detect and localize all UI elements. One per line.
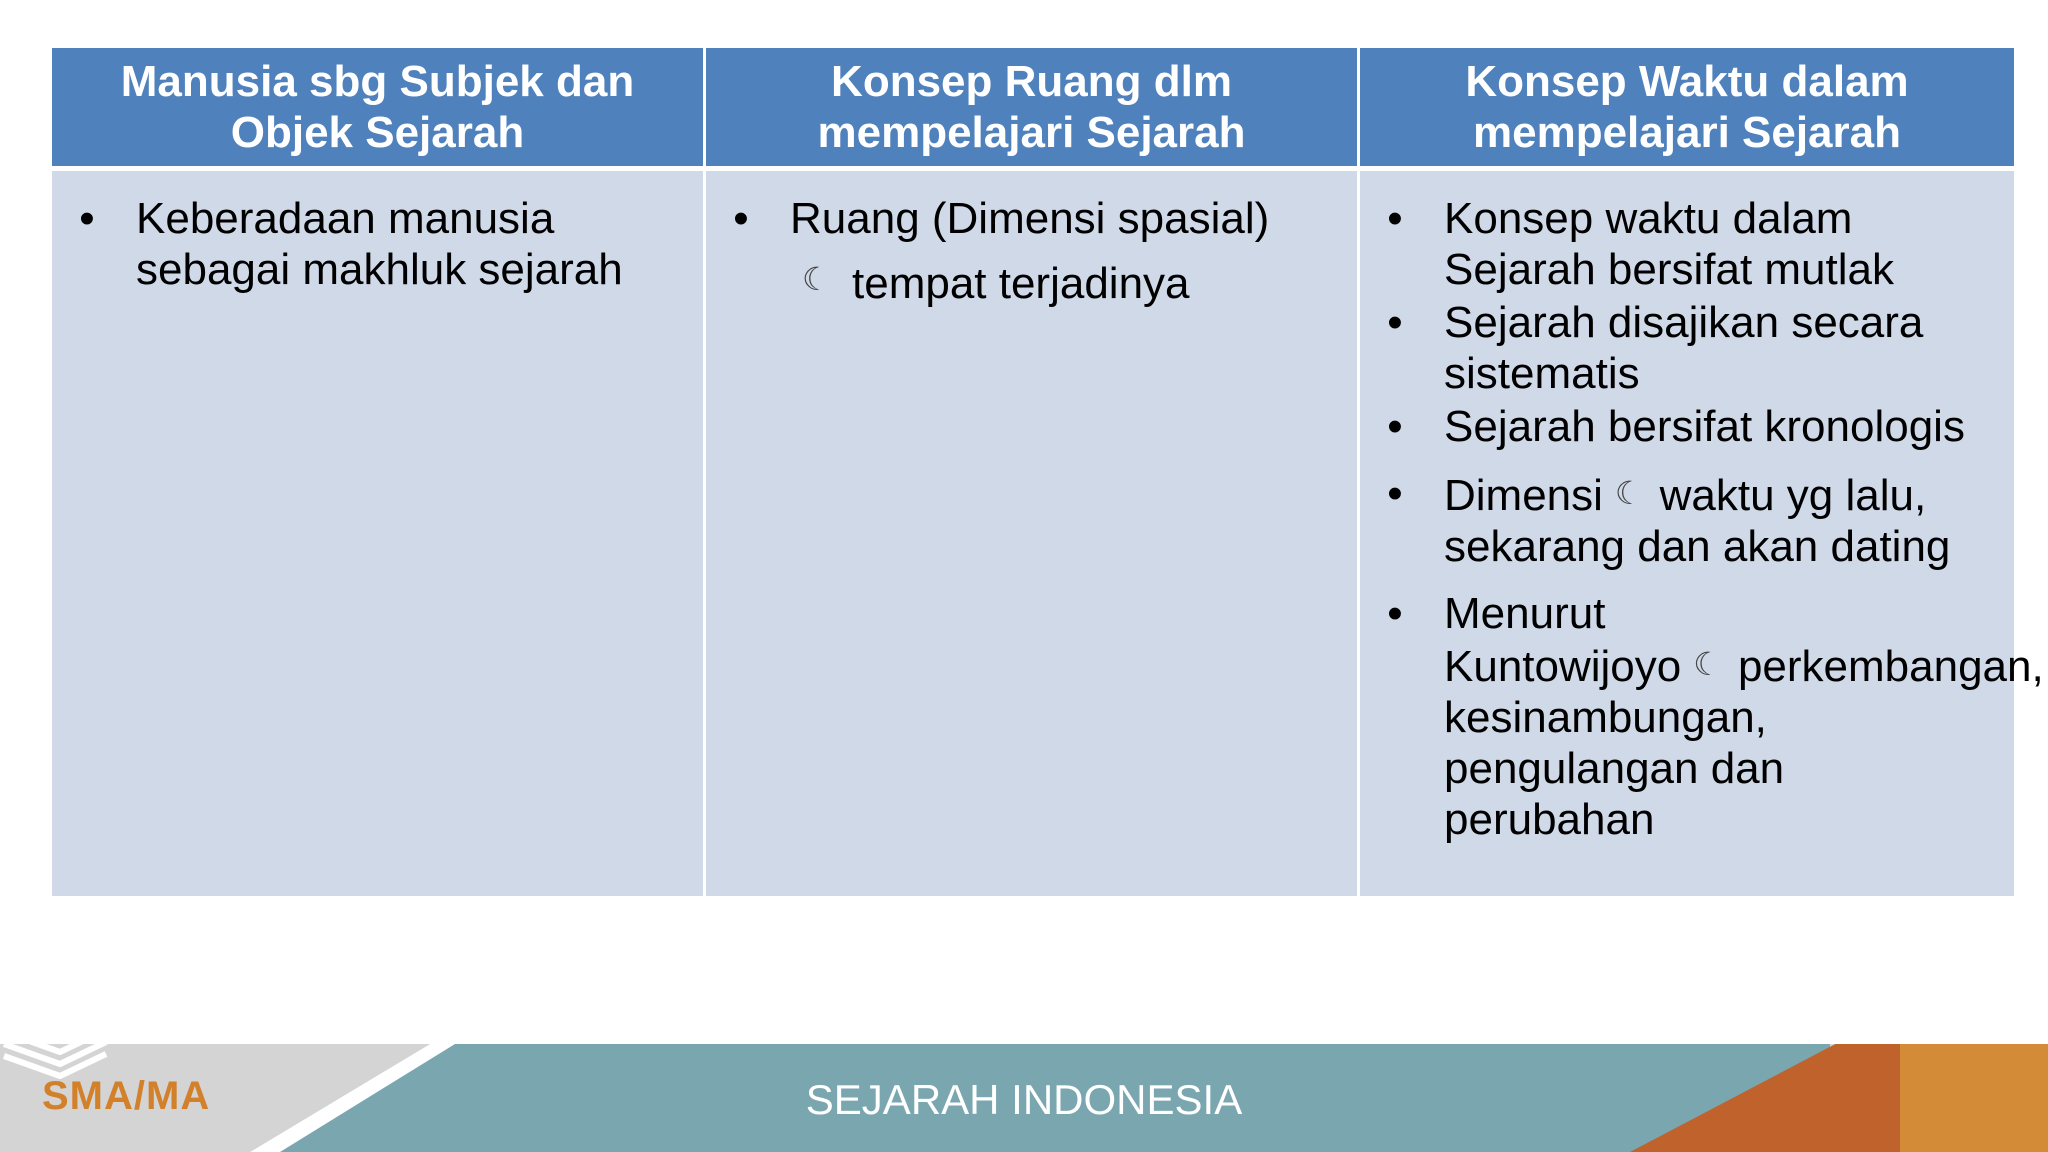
footer-bar: [0, 1044, 2048, 1152]
item-text: Dimensi: [1444, 471, 1603, 520]
list-manusia: [52, 193, 683, 295]
list-item: [1360, 588, 2044, 845]
level-label: SMA/MA: [42, 1074, 211, 1118]
item-text: perkembangan, kesinambungan, pengulangan dan perubahan: [1444, 642, 2044, 844]
subject-title: SEJARAH INDONESIA: [805, 1076, 1243, 1123]
sub-item: [706, 258, 1337, 309]
bullet-icon: •: [1387, 589, 1403, 638]
bullet-icon: •: [79, 194, 95, 243]
item-text: Keberadaan manusia sebagai makhluk sejarah: [136, 194, 623, 294]
header-manusia: Manusia sbg Subjek dan Objek Sejarah: [52, 48, 706, 171]
list-item: [1360, 401, 1994, 452]
bullet-icon: •: [733, 194, 749, 243]
bullet-icon: •: [1387, 194, 1403, 243]
list-waktu: [1360, 193, 2044, 845]
moon-icon: ☾: [1614, 475, 1644, 511]
content-table: [52, 48, 2044, 896]
bullet-icon: •: [1387, 298, 1403, 347]
cell-konsep-waktu: [1360, 171, 2044, 896]
cell-manusia: [52, 171, 706, 896]
header-konsep-waktu: Konsep Waktu dalam mempelajari Sejarah: [1360, 48, 2014, 171]
list-item: [1360, 193, 1994, 295]
bullet-icon: •: [1387, 469, 1403, 518]
list-ruang: [706, 193, 1337, 244]
item-text: Sejarah disajikan secara sistematis: [1444, 298, 1924, 398]
item-text: Sejarah bersifat kronologis: [1444, 402, 1965, 451]
list-item: [1360, 468, 1994, 572]
books-logo-icon: [0, 1044, 110, 1080]
list-item: [52, 193, 683, 295]
list-item: [706, 193, 1337, 244]
item-text: Menurut Kuntowijoyo: [1444, 589, 1682, 691]
moon-icon: ☾: [1693, 646, 1722, 682]
moon-icon: ☾: [802, 261, 831, 297]
cell-konsep-ruang: [706, 171, 1360, 896]
item-text: waktu yg lalu, sekarang dan akan dating: [1444, 471, 1951, 571]
header-konsep-ruang: Konsep Ruang dlm mempelajari Sejarah: [706, 48, 1360, 171]
item-text: Konsep waktu dalam Sejarah bersifat mutlak: [1444, 194, 1894, 294]
bullet-icon: •: [1387, 402, 1403, 451]
list-item: [1360, 297, 1994, 399]
item-text: Ruang (Dimensi spasial): [790, 194, 1270, 243]
sub-item-text: tempat terjadinya: [852, 259, 1190, 308]
